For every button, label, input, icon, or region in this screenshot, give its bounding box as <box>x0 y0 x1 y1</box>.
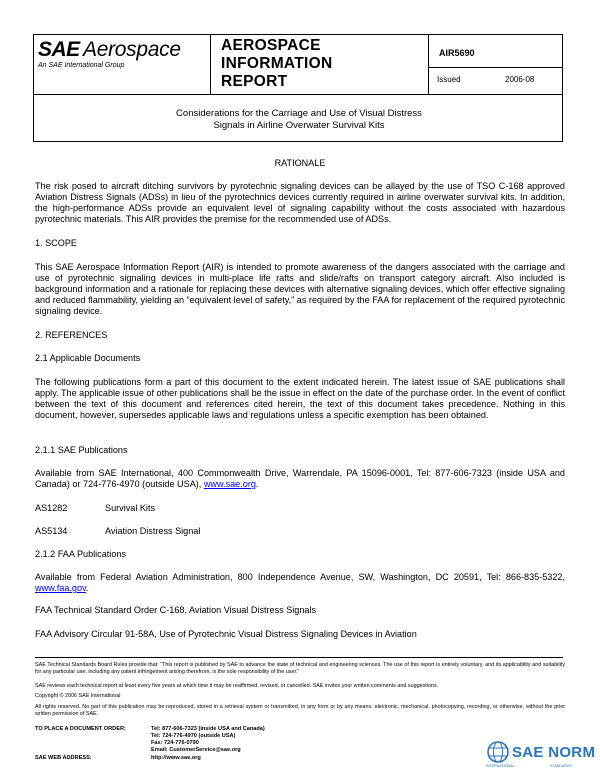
doc-code: AS1282 <box>35 503 68 513</box>
order-label: TO PLACE A DOCUMENT ORDER: <box>35 726 126 732</box>
faa-doc-ac: FAA Advisory Circular 91-58A, Use of Pyrotechnic Visual Distress Signaling Devices in Aviation <box>35 629 417 639</box>
order-fax: Fax: 724-776-0790 <box>151 740 199 746</box>
sae-publications-heading: 2.1.1 SAE Publications <box>35 445 128 455</box>
issued-date: 2006-08 <box>505 75 535 84</box>
order-tel-2: Tel: 724-776-4970 (outside USA) <box>151 733 236 739</box>
footer-review: SAE reviews each technical report at least every five years at which time it may be reaffirmed, revised, or cancelled. SAE invites your written comments and suggestions. <box>35 683 439 689</box>
header-table <box>33 34 563 95</box>
sae-doc-row <box>35 503 155 513</box>
rationale-text: The risk posed to aircraft ditching survivors by pyrotechnic signaling devices can be allayed by the use of TSO C-168 approved Aviation Distress Signals (ADSs) in lieu of the pyrotechnics devices currently required in airline overwater survival kits. In addition, the high-performance ADSs provide an equivalent level of signaling capability without the costs associated with hazardous pyrotechnic materials. This AIR provides the premise for the recommended use of ADSs. <box>35 181 565 225</box>
logo-cell <box>34 35 211 94</box>
rationale-heading: RATIONALE <box>274 158 326 168</box>
badge-sub-2: STANDARDS <box>550 764 572 768</box>
report-type-cell <box>211 35 429 94</box>
doc-code: AS5134 <box>35 526 68 536</box>
web-address-label: SAE WEB ADDRESS: <box>35 755 92 761</box>
footer-divider <box>35 657 563 658</box>
sae-website-link[interactable]: www.sae.org <box>203 479 256 490</box>
logo-sae: SAE <box>38 38 80 61</box>
badge-text: SAE NORM <box>512 744 596 761</box>
faa-website-link[interactable]: www.faa.gov <box>35 583 86 594</box>
report-type: AEROSPACE INFORMATION REPORT <box>221 37 333 90</box>
faa-publications-text: Available from Federal Aviation Administration, 800 Independence Avenue, SW, Washington, DC 20591, Tel: 866-835-5322, www.faa.gov. <box>35 572 565 594</box>
doc-number: AIR5690 <box>439 48 475 58</box>
faa-publications-heading: 2.1.2 FAA Publications <box>35 549 126 559</box>
order-tel-1: Tel: 877-606-7323 (inside USA and Canada) <box>151 726 265 732</box>
scope-text: This SAE Aerospace Information Report (AIR) is intended to promote awareness of the dangers associated with the carriage and use of pyrotechnic signaling devices in multi-place life rafts and slide/rafts on transport category aircraft. Also included is background information and a rationale for replacing these devices with alternative signaling devices, which offer effective signaling and reduced flammability, yielding an “equivalent level of safety,” as required by the FAA for replacement of the required pyrotechnic signaling device. <box>35 262 565 317</box>
footer-rights: All rights reserved. No part of this publication may be reproduced, stored in a retrieval system or transmitted, in any form or by any means, electronic, mechanical, photocopying, recording, or otherwise, without the prior written permission of SAE. <box>35 704 565 717</box>
scope-heading: 1. SCOPE <box>35 238 77 248</box>
web-address-value[interactable]: http://www.sae.org <box>151 755 201 761</box>
footer-rules: SAE Technical Standards Board Rules provide that: “This report is published by SAE to advance the state of technical and engineering sciences. The use of this report is entirely voluntary, and its applicability and suitability for any particular use, including any patent infringement arising therefrom, is the sole responsibility of the user.” <box>35 662 565 675</box>
logo-subtitle: An SAE International Group <box>38 62 125 69</box>
doc-info-cell <box>429 35 562 94</box>
sae-publications-text: Available from SAE International, 400 Commonwealth Drive, Warrendale, PA 15096-0001, Tel: 877-606-7323 (inside USA and Canada) or 724-776-4970 (outside USA), www.sae.org. <box>35 468 565 490</box>
sae-doc-row <box>35 526 200 536</box>
references-heading: 2. REFERENCES <box>35 330 108 340</box>
globe-icon <box>484 741 512 763</box>
logo-aerospace: Aerospace <box>83 38 181 61</box>
issued-label: Issued <box>437 75 461 84</box>
applicable-docs-heading: 2.1 Applicable Documents <box>35 353 141 363</box>
faa-doc-tso: FAA Technical Standard Order C-168, Aviation Visual Distress Signals <box>35 605 317 615</box>
applicable-docs-text: The following publications form a part of this document to the extent indicated herein. The latest issue of SAE publications shall apply. The applicable issue of other publications shall be the issue in effect on the date of the purchase order. In the event of conflict between the text of this document and references cited herein, the text of this document takes precedence. Nothing in this document, however, supersedes applicable laws and regulations unless a specific exemption has been obtained. <box>35 377 565 421</box>
badge-sub-1: INTERNATIONAL <box>486 764 515 768</box>
doc-title: Aviation Distress Signal <box>105 526 201 536</box>
document-title: Considerations for the Carriage and Use of Visual Distress Signals in Airline Overwater Survival Kits <box>176 108 422 131</box>
sae-norm-badge <box>482 741 594 769</box>
footer-copyright: Copyright © 2006 SAE International <box>35 693 121 699</box>
document-title-box <box>33 95 563 142</box>
order-email: Email: CustomerService@sae.org <box>151 747 241 753</box>
doc-title: Survival Kits <box>105 503 156 513</box>
